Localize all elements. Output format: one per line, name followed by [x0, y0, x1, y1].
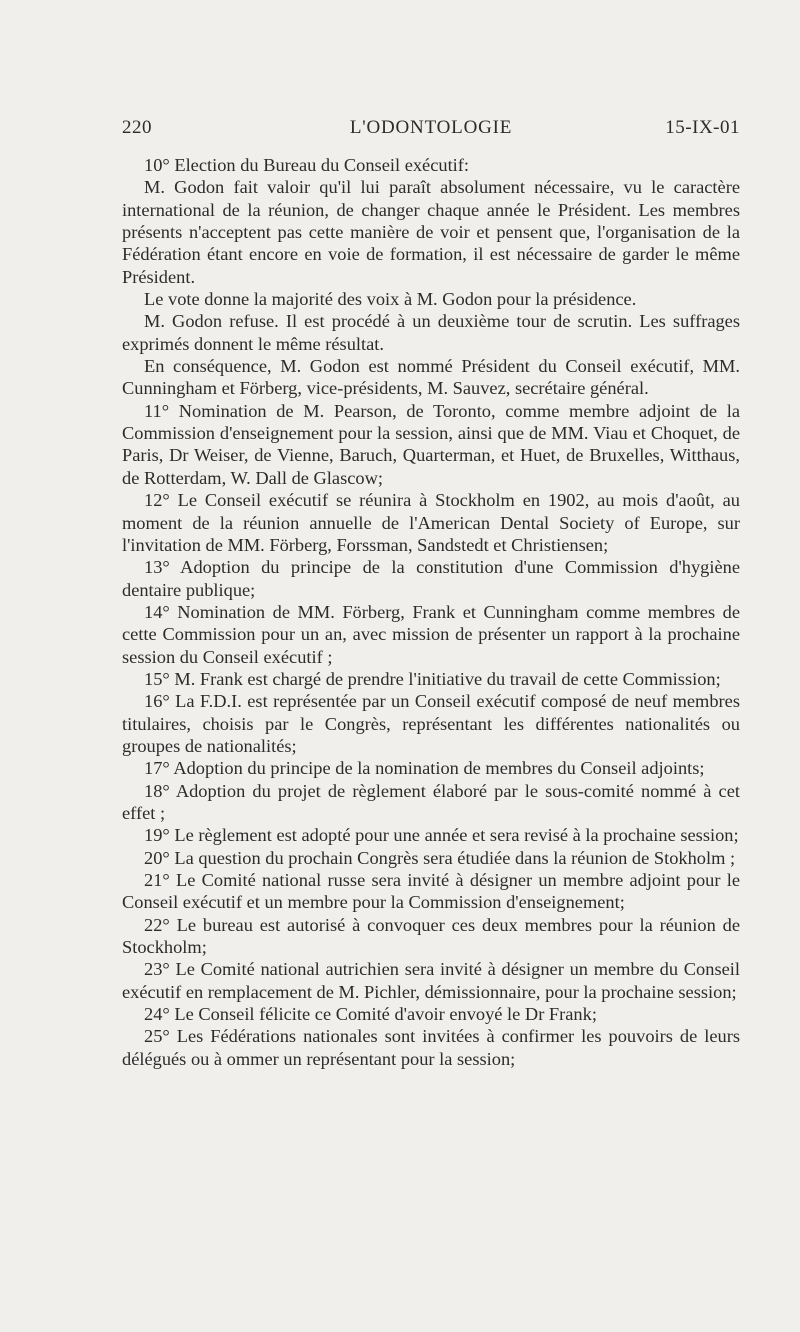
- paragraph: M. Godon fait valoir qu'il lui paraît absolument nécessaire, vu le caractère international de la réunion, de changer chaque année le Président. Les membres présents n'acceptent pas cette manière de voir et pensent que, l'organisation de la Fédération étant encore en voie de formation, il est nécessaire de garder le même Président.: [122, 177, 740, 287]
- paragraph-item-23: 23° Le Comité national autrichien sera invité à désigner un membre du Conseil exécutif en remplacement de M. Pichler, démissionnaire, pour la prochaine session;: [122, 959, 740, 1002]
- issue-date: 15-IX-01: [665, 117, 740, 138]
- paragraph-item-11: 11° Nomination de M. Pearson, de Toronto, comme membre adjoint de la Commission d'enseignement pour la session, ainsi que de MM. Viau et Choquet, de Paris, Dr Weiser, de Vienne, Baruch, Quarterman, et Huet, de Bruxelles, Witthaus, de Rotterdam, W. Dall de Glascow;: [122, 400, 740, 488]
- running-header: [122, 117, 740, 145]
- page-number: 220: [122, 117, 152, 138]
- paragraph-item-22: 22° Le bureau est autorisé à convoquer ces deux membres pour la réunion de Stockholm;: [122, 914, 740, 958]
- paragraph-item-14: 14° Nomination de MM. Förberg, Frank et Cunningham comme membres de cette Commission pour un an, avec mission de présenter un rapport à la prochaine session du Conseil exécutif ;: [122, 601, 740, 667]
- paragraph: M. Godon refuse. Il est procédé à un deuxième tour de scrutin. Les suffrages exprimés donnent le même résultat.: [122, 311, 740, 354]
- paragraph: Le vote donne la majorité des voix à M. Godon pour la présidence.: [144, 289, 637, 310]
- paragraph-item-16: 16° La F.D.I. est représentée par un Conseil exécutif composé de neuf membres titulaires, choisis par le Congrès, représentant les différentes nationalités ou groupes de nationalités;: [122, 691, 740, 756]
- paragraph-item-24: 24° Le Conseil félicite ce Comité d'avoir envoyé le Dr Frank;: [144, 1004, 597, 1025]
- paragraph: En conséquence, M. Godon est nommé Président du Conseil exécutif, MM. Cunningham et Förberg, vice-présidents, M. Sauvez, secrétaire général.: [122, 356, 740, 399]
- paragraph-item-20: 20° La question du prochain Congrès sera étudiée dans la réunion de Stokholm ;: [144, 847, 736, 868]
- paragraph-item-17: 17° Adoption du principe de la nomination de membres du Conseil adjoints;: [144, 758, 705, 779]
- paragraph-item-12: 12° Le Conseil exécutif se réunira à Stockholm en 1902, au mois d'août, au moment de la réunion annuelle de l'American Dental Society of Europe, sur l'invitation de MM. Förberg, Forssman, Sandstedt et Christiensen;: [122, 490, 740, 555]
- paragraph-item-18: 18° Adoption du projet de règlement élaboré par le sous-comité nommé à cet effet ;: [122, 780, 740, 823]
- paragraph-item-10-heading: 10° Election du Bureau du Conseil exécutif:: [144, 155, 470, 175]
- body-text: [122, 154, 740, 1070]
- paragraph-item-15: 15° M. Frank est chargé de prendre l'initiative du travail de cette Commission;: [144, 668, 721, 689]
- paragraph-item-19: 19° Le règlement est adopté pour une année et sera revisé à la prochaine session;: [144, 825, 739, 846]
- paragraph-item-13: 13° Adoption du principe de la constitution d'une Commission d'hygiène dentaire publique;: [122, 557, 740, 600]
- paragraph-item-21: 21° Le Comité national russe sera invité à désigner un membre adjoint pour le Conseil exécutif et un membre pour la Commission d'enseignement;: [122, 870, 740, 913]
- journal-title: L'ODONTOLOGIE: [349, 117, 513, 138]
- paragraph-item-25: 25° Les Fédérations nationales sont invitées à confirmer les pouvoirs de leurs délégués ou à ommer un représentant pour la session;: [122, 1026, 740, 1069]
